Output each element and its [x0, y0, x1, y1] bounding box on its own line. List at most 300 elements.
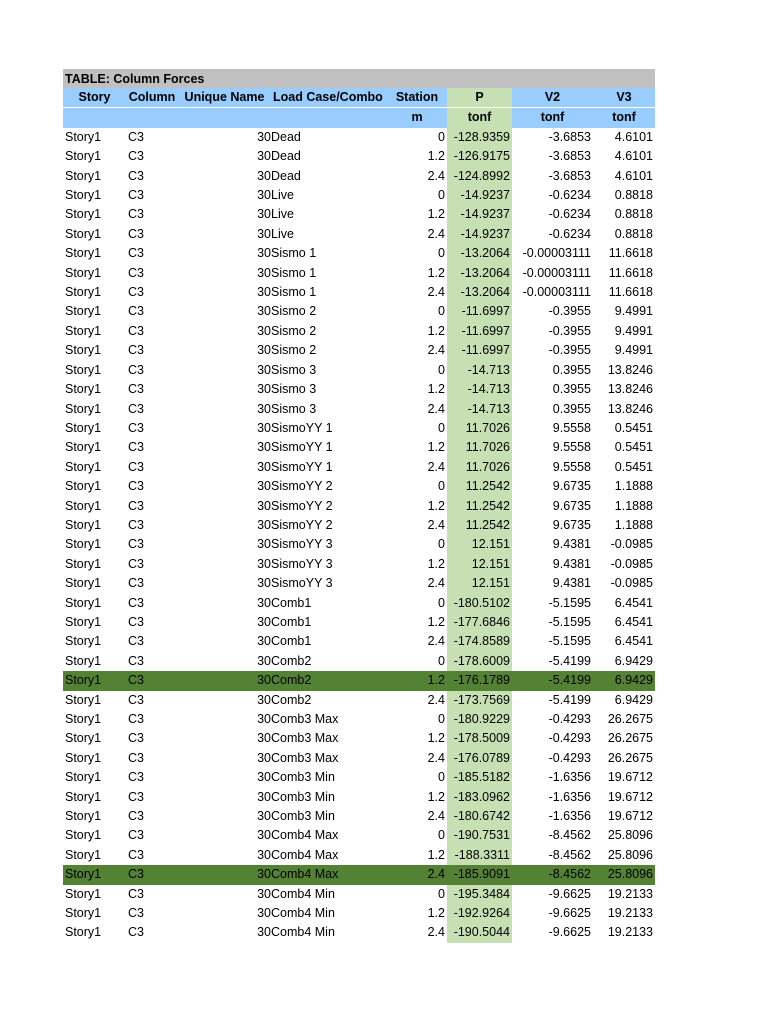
table-row[interactable]	[63, 807, 655, 826]
cell-story[interactable]: Story1	[63, 865, 126, 884]
cell-story[interactable]: Story1	[65, 343, 102, 358]
cell-v3[interactable]: 26.2675	[607, 712, 653, 726]
cell-v3[interactable]: 19.2133	[607, 925, 653, 940]
cell-column[interactable]: C3	[128, 285, 144, 300]
cell-station[interactable]: 0	[438, 479, 445, 494]
cell-column[interactable]: C3	[128, 906, 144, 921]
cell-unique-name[interactable]: 30	[257, 226, 271, 241]
cell-column[interactable]: C3	[128, 537, 144, 552]
table-row[interactable]	[63, 594, 655, 613]
cell-p[interactable]: 11.2542	[447, 516, 512, 535]
cell-v3[interactable]: 11.6618	[608, 265, 653, 280]
cell-unique-name[interactable]: 30	[257, 401, 271, 416]
cell-p[interactable]: -13.2064	[447, 264, 512, 283]
cell-v2[interactable]: -5.4199	[512, 671, 593, 690]
cell-station[interactable]: 0	[438, 886, 445, 901]
cell-column[interactable]: C3	[128, 595, 144, 610]
cell-p[interactable]: -190.7531	[447, 826, 512, 845]
cell-unique-name[interactable]: 30	[257, 731, 271, 746]
table-row[interactable]	[63, 438, 655, 457]
cell-unique-name[interactable]: 30	[257, 129, 271, 144]
cell-v2[interactable]: -3.6853	[548, 168, 591, 183]
cell-p[interactable]: -14.713	[447, 380, 512, 399]
cell-unique-name[interactable]: 30	[257, 595, 271, 610]
cell-v2[interactable]: 9.6735	[552, 517, 591, 532]
cell-v3[interactable]: 25.8096	[593, 865, 655, 884]
cell-story[interactable]: Story1	[65, 382, 102, 397]
cell-v2[interactable]: -8.4562	[548, 847, 591, 862]
cell-v2[interactable]: -0.6234	[548, 226, 591, 241]
cell-story[interactable]: Story1	[65, 653, 102, 668]
cell-v3[interactable]: 9.4991	[614, 323, 653, 338]
cell-p[interactable]: -13.2064	[447, 244, 512, 263]
cell-station[interactable]: 2.4	[427, 285, 445, 300]
cell-load-case[interactable]: Comb4 Max	[271, 828, 339, 843]
cell-v3[interactable]: 11.6618	[608, 246, 653, 261]
cell-station[interactable]: 2.4	[427, 517, 445, 532]
cell-p[interactable]: -192.9264	[447, 904, 512, 923]
cell-station[interactable]: 0	[438, 420, 445, 435]
cell-station[interactable]: 0	[438, 362, 445, 377]
cell-station[interactable]: 2.4	[427, 168, 445, 183]
cell-p[interactable]: 11.2542	[447, 497, 512, 516]
cell-v2[interactable]: -5.1595	[548, 595, 591, 610]
cell-column[interactable]: C3	[128, 750, 144, 765]
cell-station[interactable]: 1.2	[427, 149, 445, 164]
cell-load-case[interactable]: Sismo 2	[271, 304, 317, 319]
cell-v3[interactable]: 0.8818	[614, 226, 653, 241]
table-row[interactable]	[63, 225, 655, 244]
cell-p[interactable]: -11.6997	[447, 341, 512, 360]
header-p[interactable]: P	[447, 88, 512, 108]
cell-column[interactable]: C3	[128, 712, 144, 726]
cell-v3[interactable]: 4.6101	[614, 168, 653, 183]
cell-load-case[interactable]: Comb4 Max	[271, 847, 339, 862]
cell-column[interactable]: C3	[128, 692, 144, 707]
cell-v3[interactable]: 13.8246	[607, 382, 653, 397]
cell-unique-name[interactable]: 30	[257, 168, 271, 183]
table-row[interactable]	[63, 516, 655, 535]
cell-story[interactable]: Story1	[65, 925, 102, 940]
cell-unique-name[interactable]: 30	[257, 498, 271, 513]
cell-unique-name[interactable]: 30	[257, 537, 271, 552]
cell-v2[interactable]: -0.00003111	[522, 246, 591, 261]
cell-column[interactable]: C3	[128, 731, 144, 746]
table-row[interactable]	[63, 186, 655, 205]
table-row[interactable]	[63, 788, 655, 807]
cell-unique-name[interactable]: 30	[257, 789, 271, 804]
table-row[interactable]	[63, 380, 655, 399]
table-row[interactable]	[63, 497, 655, 516]
header-story[interactable]: Story	[63, 88, 126, 108]
table-row[interactable]	[63, 574, 655, 593]
cell-v2[interactable]: 9.6735	[552, 479, 591, 494]
cell-v2[interactable]: 9.6735	[552, 498, 591, 513]
cell-unique-name[interactable]: 30	[257, 770, 271, 785]
cell-v2[interactable]: 0.3955	[552, 362, 591, 377]
cell-p[interactable]: -14.9237	[447, 186, 512, 205]
cell-station[interactable]: 1.2	[427, 614, 445, 629]
table-row[interactable]	[63, 477, 655, 496]
cell-v3[interactable]: 19.6712	[607, 789, 653, 804]
cell-unique-name[interactable]: 30	[257, 847, 271, 862]
cell-v3[interactable]: 9.4991	[614, 304, 653, 319]
cell-load-case[interactable]: Sismo 2	[271, 323, 317, 338]
cell-station[interactable]: 0	[438, 828, 445, 843]
cell-column[interactable]: C3	[128, 265, 144, 280]
cell-unique-name[interactable]: 30	[257, 382, 271, 397]
cell-unique-name[interactable]: 30	[257, 906, 271, 921]
cell-story[interactable]: Story1	[65, 556, 102, 571]
cell-station[interactable]: 1.2	[427, 265, 445, 280]
cell-load-case[interactable]: Comb2	[271, 653, 312, 668]
cell-station[interactable]: 2.4	[427, 809, 445, 824]
cell-unique-name[interactable]: 30	[257, 479, 271, 494]
cell-v2[interactable]: -3.6853	[548, 149, 591, 164]
cell-v3[interactable]: -0.0985	[610, 576, 653, 591]
cell-v3[interactable]: 6.4541	[614, 614, 653, 629]
cell-station[interactable]: 2.4	[427, 692, 445, 707]
cell-load-case[interactable]: SismoYY 2	[271, 498, 333, 513]
cell-story[interactable]: Story1	[65, 595, 102, 610]
cell-unique-name[interactable]: 30	[257, 285, 271, 300]
cell-station[interactable]: 1.2	[427, 382, 445, 397]
cell-station[interactable]: 1.2	[427, 440, 445, 455]
cell-column[interactable]: C3	[128, 576, 144, 591]
cell-load-case[interactable]: SismoYY 3	[271, 556, 333, 571]
cell-station[interactable]: 2.4	[427, 343, 445, 358]
cell-unique-name[interactable]: 30	[257, 556, 271, 571]
cell-v3[interactable]: 6.9429	[614, 692, 653, 707]
cell-story[interactable]: Story1	[65, 634, 102, 649]
cell-load-case[interactable]: Comb3 Max	[271, 731, 339, 746]
cell-p[interactable]: -11.6997	[447, 302, 512, 321]
cell-unique-name[interactable]: 30	[257, 809, 271, 824]
cell-station[interactable]: 0	[438, 537, 445, 552]
cell-p[interactable]: -178.6009	[447, 652, 512, 671]
cell-unique-name[interactable]: 30	[257, 517, 271, 532]
cell-column[interactable]: C3	[128, 168, 144, 183]
cell-load-case[interactable]: Comb3 Max	[271, 750, 339, 765]
cell-v2[interactable]: -0.00003111	[522, 265, 591, 280]
table-row[interactable]	[63, 652, 655, 671]
cell-column[interactable]: C3	[128, 770, 144, 785]
cell-unique-name[interactable]: 30	[178, 865, 271, 884]
cell-column[interactable]: C3	[128, 653, 144, 668]
cell-load-case[interactable]: Comb3 Min	[271, 809, 335, 824]
cell-column[interactable]: C3	[128, 207, 144, 222]
cell-load-case[interactable]: SismoYY 2	[271, 517, 333, 532]
header-station[interactable]: Station	[387, 88, 447, 108]
cell-story[interactable]: Story1	[65, 809, 102, 824]
cell-v3[interactable]: 4.6101	[614, 149, 653, 164]
cell-load-case[interactable]: SismoYY 1	[271, 440, 333, 455]
cell-v3[interactable]: 0.5451	[614, 440, 653, 455]
cell-unique-name[interactable]: 30	[257, 440, 271, 455]
cell-load-case[interactable]: Comb4 Max	[271, 865, 387, 884]
table-row[interactable]	[63, 341, 655, 360]
cell-story[interactable]: Story1	[65, 498, 102, 513]
cell-v3[interactable]: 25.8096	[607, 828, 653, 843]
cell-column[interactable]: C3	[126, 671, 178, 690]
cell-unique-name[interactable]: 30	[257, 692, 271, 707]
cell-v2[interactable]: -5.4199	[548, 692, 591, 707]
cell-column[interactable]: C3	[128, 614, 144, 629]
cell-p[interactable]: -126.9175	[447, 147, 512, 166]
cell-load-case[interactable]: Comb1	[271, 614, 312, 629]
table-row[interactable]	[63, 128, 655, 147]
cell-p[interactable]: 11.7026	[447, 438, 512, 457]
cell-column[interactable]: C3	[128, 479, 144, 494]
table-row[interactable]	[63, 264, 655, 283]
cell-story[interactable]: Story1	[65, 459, 102, 474]
table-row[interactable]	[63, 846, 655, 865]
cell-station[interactable]: 2.4	[427, 750, 445, 765]
cell-load-case[interactable]: Dead	[271, 149, 301, 164]
cell-story[interactable]: Story1	[65, 731, 102, 746]
cell-v2[interactable]: 9.4381	[552, 556, 591, 571]
cell-v3[interactable]: 26.2675	[607, 750, 653, 765]
cell-v2[interactable]: -3.6853	[548, 129, 591, 144]
cell-column[interactable]: C3	[128, 498, 144, 513]
cell-column[interactable]: C3	[128, 517, 144, 532]
cell-story[interactable]: Story1	[65, 265, 102, 280]
cell-v2[interactable]: -5.4199	[548, 653, 591, 668]
cell-load-case[interactable]: Live	[271, 226, 294, 241]
cell-v2[interactable]: -0.3955	[548, 323, 591, 338]
table-row[interactable]	[63, 613, 655, 632]
cell-v2[interactable]: -0.4293	[548, 712, 591, 726]
cell-station[interactable]: 1.2	[427, 906, 445, 921]
header-load-case[interactable]: Load Case/Combo	[271, 88, 387, 108]
cell-v2[interactable]: -1.6356	[548, 770, 591, 785]
cell-load-case[interactable]: Dead	[271, 129, 301, 144]
cell-v2[interactable]: -9.6625	[548, 925, 591, 940]
cell-column[interactable]: C3	[126, 865, 178, 884]
table-row[interactable]	[63, 826, 655, 845]
cell-unique-name[interactable]: 30	[257, 265, 271, 280]
cell-column[interactable]: C3	[128, 401, 144, 416]
table-row[interactable]	[63, 865, 655, 884]
cell-column[interactable]: C3	[128, 246, 144, 261]
table-row[interactable]	[63, 768, 655, 787]
cell-column[interactable]: C3	[128, 459, 144, 474]
cell-load-case[interactable]: Comb4 Min	[271, 886, 335, 901]
table-row[interactable]	[63, 923, 655, 942]
cell-p[interactable]: -183.0962	[447, 788, 512, 807]
cell-v2[interactable]: 0.3955	[552, 382, 591, 397]
cell-load-case[interactable]: Sismo 3	[271, 401, 317, 416]
cell-p[interactable]: -188.3311	[447, 846, 512, 865]
cell-column[interactable]: C3	[128, 188, 144, 203]
cell-story[interactable]: Story1	[65, 246, 102, 261]
cell-v2[interactable]: -0.3955	[548, 343, 591, 358]
table-row[interactable]	[63, 458, 655, 477]
cell-v2[interactable]: 9.4381	[552, 576, 591, 591]
table-row[interactable]	[63, 710, 655, 729]
cell-story[interactable]: Story1	[65, 188, 102, 203]
cell-load-case[interactable]: Sismo 1	[271, 285, 317, 300]
cell-v3[interactable]: 6.9429	[614, 653, 653, 668]
cell-unique-name[interactable]: 30	[178, 671, 271, 690]
cell-column[interactable]: C3	[128, 149, 144, 164]
cell-station[interactable]: 1.2	[427, 498, 445, 513]
cell-story[interactable]: Story1	[65, 129, 102, 144]
header-unique-name[interactable]: Unique Name	[178, 88, 271, 108]
cell-story[interactable]: Story1	[65, 168, 102, 183]
header-v2[interactable]: V2	[512, 88, 593, 108]
cell-v3[interactable]: 6.4541	[614, 634, 653, 649]
cell-load-case[interactable]: Comb4 Min	[271, 906, 335, 921]
cell-p[interactable]: -180.9229	[447, 710, 512, 729]
table-row[interactable]	[63, 167, 655, 186]
cell-column[interactable]: C3	[128, 925, 144, 940]
cell-v3[interactable]: -0.0985	[610, 556, 653, 571]
cell-unique-name[interactable]: 30	[257, 207, 271, 222]
cell-story[interactable]: Story1	[65, 517, 102, 532]
cell-v3[interactable]: 19.2133	[607, 886, 653, 901]
cell-column[interactable]: C3	[128, 789, 144, 804]
cell-load-case[interactable]: Sismo 1	[271, 265, 317, 280]
cell-station[interactable]: 2.4	[427, 576, 445, 591]
cell-v3[interactable]: 0.5451	[614, 420, 653, 435]
cell-unique-name[interactable]: 30	[257, 750, 271, 765]
cell-v3[interactable]: 13.8246	[607, 401, 653, 416]
cell-load-case[interactable]: SismoYY 1	[271, 420, 333, 435]
table-row[interactable]	[63, 244, 655, 263]
cell-v2[interactable]: -9.6625	[548, 906, 591, 921]
cell-story[interactable]: Story1	[65, 479, 102, 494]
cell-p[interactable]: -128.9359	[447, 128, 512, 147]
cell-v2[interactable]: 9.5558	[552, 420, 591, 435]
cell-v3[interactable]: -0.0985	[610, 537, 653, 552]
cell-load-case[interactable]: Comb1	[271, 634, 312, 649]
cell-p[interactable]: -185.5182	[447, 768, 512, 787]
cell-story[interactable]: Story1	[65, 614, 102, 629]
cell-story[interactable]: Story1	[65, 906, 102, 921]
cell-v2[interactable]: -0.00003111	[522, 285, 591, 300]
cell-load-case[interactable]: SismoYY 3	[271, 537, 333, 552]
cell-story[interactable]: Story1	[65, 304, 102, 319]
cell-unique-name[interactable]: 30	[257, 653, 271, 668]
cell-v2[interactable]: 9.4381	[552, 537, 591, 552]
cell-station[interactable]: 1.2	[427, 556, 445, 571]
cell-v2[interactable]: -5.1595	[548, 634, 591, 649]
cell-station[interactable]: 1.2	[427, 847, 445, 862]
cell-v2[interactable]: -9.6625	[548, 886, 591, 901]
cell-story[interactable]: Story1	[65, 420, 102, 435]
cell-unique-name[interactable]: 30	[257, 246, 271, 261]
table-row[interactable]	[63, 205, 655, 224]
cell-load-case[interactable]: Dead	[271, 168, 301, 183]
cell-station[interactable]: 0	[438, 770, 445, 785]
cell-column[interactable]: C3	[128, 304, 144, 319]
cell-story[interactable]: Story1	[65, 576, 102, 591]
cell-load-case[interactable]: SismoYY 1	[271, 459, 333, 474]
table-row[interactable]	[63, 322, 655, 341]
cell-station[interactable]: 0	[438, 595, 445, 610]
cell-p[interactable]: -14.9237	[447, 205, 512, 224]
table-row[interactable]	[63, 400, 655, 419]
cell-v3[interactable]: 0.8818	[614, 188, 653, 203]
cell-v2[interactable]: -1.6356	[548, 789, 591, 804]
cell-load-case[interactable]: Sismo 3	[271, 362, 317, 377]
cell-story[interactable]: Story1	[65, 226, 102, 241]
cell-story[interactable]: Story1	[65, 770, 102, 785]
cell-story[interactable]: Story1	[65, 440, 102, 455]
cell-p[interactable]: 11.7026	[447, 419, 512, 438]
cell-p[interactable]: -176.0789	[447, 749, 512, 768]
cell-story[interactable]: Story1	[65, 828, 102, 843]
cell-p[interactable]: 12.151	[447, 555, 512, 574]
table-row[interactable]	[63, 555, 655, 574]
cell-station[interactable]: 0	[438, 188, 445, 203]
cell-p[interactable]: -174.8589	[447, 632, 512, 651]
cell-load-case[interactable]: Comb3 Min	[271, 789, 335, 804]
cell-station[interactable]: 2.4	[427, 634, 445, 649]
table-row[interactable]	[63, 885, 655, 904]
cell-story[interactable]: Story1	[65, 692, 102, 707]
cell-load-case[interactable]: Comb3 Min	[271, 770, 335, 785]
cell-v3[interactable]: 4.6101	[614, 129, 653, 144]
cell-v3[interactable]: 0.5451	[614, 459, 653, 474]
cell-v3[interactable]: 19.6712	[607, 809, 653, 824]
cell-unique-name[interactable]: 30	[257, 149, 271, 164]
cell-station[interactable]: 0	[438, 246, 445, 261]
cell-story[interactable]: Story1	[65, 323, 102, 338]
cell-v2[interactable]: 9.5558	[552, 459, 591, 474]
cell-station[interactable]: 0	[438, 304, 445, 319]
cell-story[interactable]: Story1	[63, 671, 126, 690]
cell-column[interactable]: C3	[128, 129, 144, 144]
cell-station[interactable]: 1.2	[427, 323, 445, 338]
cell-station[interactable]: 0	[438, 653, 445, 668]
cell-load-case[interactable]: SismoYY 2	[271, 479, 333, 494]
cell-load-case[interactable]: Comb3 Max	[271, 712, 339, 726]
cell-unique-name[interactable]: 30	[257, 459, 271, 474]
cell-v2[interactable]: 9.5558	[552, 440, 591, 455]
cell-unique-name[interactable]: 30	[257, 712, 271, 726]
cell-load-case[interactable]: SismoYY 3	[271, 576, 333, 591]
cell-unique-name[interactable]: 30	[257, 576, 271, 591]
cell-story[interactable]: Story1	[65, 285, 102, 300]
table-row[interactable]	[63, 691, 655, 710]
cell-load-case[interactable]: Comb1	[271, 595, 312, 610]
cell-station[interactable]: 2.4	[427, 226, 445, 241]
cell-column[interactable]: C3	[128, 362, 144, 377]
cell-v3[interactable]: 6.9429	[593, 671, 655, 690]
cell-p[interactable]: 12.151	[447, 535, 512, 554]
cell-story[interactable]: Story1	[65, 886, 102, 901]
table-row[interactable]	[63, 749, 655, 768]
cell-v3[interactable]: 6.4541	[614, 595, 653, 610]
cell-unique-name[interactable]: 30	[257, 362, 271, 377]
cell-unique-name[interactable]: 30	[257, 925, 271, 940]
cell-p[interactable]: -13.2064	[447, 283, 512, 302]
cell-unique-name[interactable]: 30	[257, 420, 271, 435]
header-column[interactable]: Column	[126, 88, 178, 108]
cell-column[interactable]: C3	[128, 323, 144, 338]
cell-p[interactable]: -180.5102	[447, 594, 512, 613]
cell-v2[interactable]: 0.3955	[552, 401, 591, 416]
cell-load-case[interactable]: Comb2	[271, 692, 312, 707]
cell-load-case[interactable]: Comb4 Min	[271, 925, 335, 940]
cell-v2[interactable]: -0.4293	[548, 731, 591, 746]
cell-station[interactable]: 2.4	[427, 459, 445, 474]
table-row[interactable]	[63, 904, 655, 923]
cell-p[interactable]: -173.7569	[447, 691, 512, 710]
cell-v2[interactable]: -0.6234	[548, 207, 591, 222]
